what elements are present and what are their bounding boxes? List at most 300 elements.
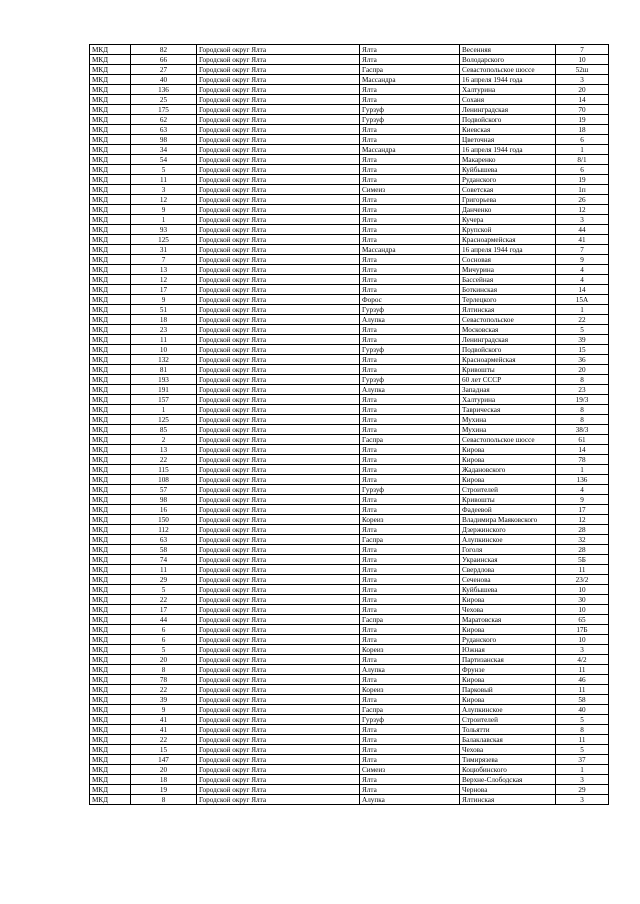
municipality-cell: Городской округ Ялта (197, 275, 360, 285)
house-number-cell: 46 (556, 675, 609, 685)
record-number-cell: 12 (131, 275, 197, 285)
street-cell: Свердлова (460, 565, 556, 575)
street-cell: Маратовская (460, 615, 556, 625)
settlement-cell: Ялта (360, 745, 460, 755)
settlement-cell: Ялта (360, 175, 460, 185)
street-cell: Соханя (460, 95, 556, 105)
record-number-cell: 5 (131, 585, 197, 595)
building-type-cell: МКД (90, 205, 131, 215)
table-row (90, 405, 609, 415)
municipality-cell: Городской округ Ялта (197, 655, 360, 665)
municipality-cell: Городской округ Ялта (197, 775, 360, 785)
house-number-cell: 19 (556, 115, 609, 125)
municipality-cell: Городской округ Ялта (197, 675, 360, 685)
settlement-cell: Ялта (360, 235, 460, 245)
house-number-cell: 44 (556, 225, 609, 235)
house-number-cell: 14 (556, 95, 609, 105)
settlement-cell: Ялта (360, 205, 460, 215)
record-number-cell: 85 (131, 425, 197, 435)
street-cell: Таврическая (460, 405, 556, 415)
municipality-cell: Городской округ Ялта (197, 595, 360, 605)
building-type-cell: МКД (90, 285, 131, 295)
municipality-cell: Городской округ Ялта (197, 115, 360, 125)
building-type-cell: МКД (90, 485, 131, 495)
street-cell: Цветочная (460, 135, 556, 145)
record-number-cell: 9 (131, 205, 197, 215)
street-cell: Григорьева (460, 195, 556, 205)
municipality-cell: Городской округ Ялта (197, 185, 360, 195)
street-cell: Алупкинское (460, 535, 556, 545)
record-number-cell: 34 (131, 145, 197, 155)
table-row (90, 765, 609, 775)
table-row (90, 695, 609, 705)
record-number-cell: 27 (131, 65, 197, 75)
settlement-cell: Гурзуф (360, 115, 460, 125)
house-number-cell: 8 (556, 405, 609, 415)
municipality-cell: Городской округ Ялта (197, 445, 360, 455)
municipality-cell: Городской округ Ялта (197, 245, 360, 255)
table-row (90, 155, 609, 165)
record-number-cell: 115 (131, 465, 197, 475)
table-row (90, 485, 609, 495)
settlement-cell: Ялта (360, 595, 460, 605)
table-row (90, 295, 609, 305)
settlement-cell: Ялта (360, 605, 460, 615)
table-row (90, 135, 609, 145)
municipality-cell: Городской округ Ялта (197, 465, 360, 475)
settlement-cell: Ялта (360, 545, 460, 555)
building-type-cell: МКД (90, 375, 131, 385)
table-row (90, 395, 609, 405)
municipality-cell: Городской округ Ялта (197, 475, 360, 485)
street-cell: Коцюбинского (460, 765, 556, 775)
settlement-cell: Ялта (360, 635, 460, 645)
table-row (90, 595, 609, 605)
house-number-cell: 38/3 (556, 425, 609, 435)
record-number-cell: 7 (131, 255, 197, 265)
building-type-cell: МКД (90, 145, 131, 155)
municipality-cell: Городской округ Ялта (197, 415, 360, 425)
housing-register-table (89, 44, 609, 805)
street-cell: Парковый (460, 685, 556, 695)
building-type-cell: МКД (90, 415, 131, 425)
building-type-cell: МКД (90, 195, 131, 205)
building-type-cell: МКД (90, 475, 131, 485)
street-cell: Подвойского (460, 345, 556, 355)
street-cell: Севастопольское (460, 315, 556, 325)
record-number-cell: 81 (131, 365, 197, 375)
settlement-cell: Гурзуф (360, 305, 460, 315)
house-number-cell: 29 (556, 785, 609, 795)
building-type-cell: МКД (90, 385, 131, 395)
settlement-cell: Ялта (360, 695, 460, 705)
building-type-cell: МКД (90, 625, 131, 635)
settlement-cell: Ялта (360, 525, 460, 535)
street-cell: Ленинградская (460, 105, 556, 115)
street-cell: 16 апреля 1944 года (460, 75, 556, 85)
table-row (90, 525, 609, 535)
settlement-cell: Ялта (360, 125, 460, 135)
settlement-cell: Ялта (360, 265, 460, 275)
building-type-cell: МКД (90, 315, 131, 325)
record-number-cell: 40 (131, 75, 197, 85)
municipality-cell: Городской округ Ялта (197, 745, 360, 755)
table-row (90, 775, 609, 785)
building-type-cell: МКД (90, 175, 131, 185)
record-number-cell: 18 (131, 775, 197, 785)
table-row (90, 475, 609, 485)
municipality-cell: Городской округ Ялта (197, 225, 360, 235)
house-number-cell: 4/2 (556, 655, 609, 665)
building-type-cell: МКД (90, 575, 131, 585)
table-row (90, 345, 609, 355)
table-row (90, 305, 609, 315)
table-row (90, 195, 609, 205)
record-number-cell: 22 (131, 455, 197, 465)
record-number-cell: 6 (131, 625, 197, 635)
building-type-cell: МКД (90, 685, 131, 695)
record-number-cell: 191 (131, 385, 197, 395)
municipality-cell: Городской округ Ялта (197, 255, 360, 265)
municipality-cell: Городской округ Ялта (197, 65, 360, 75)
building-type-cell: МКД (90, 395, 131, 405)
street-cell: Мичурина (460, 265, 556, 275)
house-number-cell: 10 (556, 605, 609, 615)
settlement-cell: Гурзуф (360, 345, 460, 355)
house-number-cell: 5 (556, 715, 609, 725)
record-number-cell: 108 (131, 475, 197, 485)
table-row (90, 315, 609, 325)
record-number-cell: 5 (131, 645, 197, 655)
table-row (90, 585, 609, 595)
record-number-cell: 157 (131, 395, 197, 405)
street-cell: 16 апреля 1944 года (460, 145, 556, 155)
building-type-cell: МКД (90, 515, 131, 525)
street-cell: Володарского (460, 55, 556, 65)
house-number-cell: 30 (556, 595, 609, 605)
table-row (90, 655, 609, 665)
street-cell: Тольятти (460, 725, 556, 735)
building-type-cell: МКД (90, 655, 131, 665)
record-number-cell: 11 (131, 565, 197, 575)
street-cell: Советская (460, 185, 556, 195)
building-type-cell: МКД (90, 675, 131, 685)
municipality-cell: Городской округ Ялта (197, 335, 360, 345)
table-row (90, 545, 609, 555)
house-number-cell: 12 (556, 515, 609, 525)
building-type-cell: МКД (90, 775, 131, 785)
municipality-cell: Городской округ Ялта (197, 645, 360, 655)
street-cell: Руданского (460, 635, 556, 645)
settlement-cell: Ялта (360, 255, 460, 265)
street-cell: Строителей (460, 715, 556, 725)
house-number-cell: 20 (556, 365, 609, 375)
record-number-cell: 1 (131, 215, 197, 225)
house-number-cell: 1 (556, 465, 609, 475)
municipality-cell: Городской округ Ялта (197, 305, 360, 315)
municipality-cell: Городской округ Ялта (197, 525, 360, 535)
record-number-cell: 6 (131, 635, 197, 645)
municipality-cell: Городской округ Ялта (197, 505, 360, 515)
building-type-cell: МКД (90, 155, 131, 165)
record-number-cell: 51 (131, 305, 197, 315)
municipality-cell: Городской округ Ялта (197, 755, 360, 765)
table-row (90, 335, 609, 345)
record-number-cell: 18 (131, 315, 197, 325)
settlement-cell: Ялта (360, 625, 460, 635)
settlement-cell: Ялта (360, 575, 460, 585)
settlement-cell: Алупка (360, 385, 460, 395)
house-number-cell: 37 (556, 755, 609, 765)
settlement-cell: Ялта (360, 335, 460, 345)
municipality-cell: Городской округ Ялта (197, 555, 360, 565)
house-number-cell: 1п (556, 185, 609, 195)
municipality-cell: Городской округ Ялта (197, 665, 360, 675)
municipality-cell: Городской округ Ялта (197, 125, 360, 135)
street-cell: Кирова (460, 595, 556, 605)
house-number-cell: 136 (556, 475, 609, 485)
street-cell: Строителей (460, 485, 556, 495)
house-number-cell: 12 (556, 205, 609, 215)
record-number-cell: 8 (131, 795, 197, 805)
street-cell: Ленинградская (460, 335, 556, 345)
municipality-cell: Городской округ Ялта (197, 385, 360, 395)
record-number-cell: 31 (131, 245, 197, 255)
building-type-cell: МКД (90, 505, 131, 515)
building-type-cell: МКД (90, 765, 131, 775)
settlement-cell: Гаспра (360, 435, 460, 445)
building-type-cell: МКД (90, 255, 131, 265)
record-number-cell: 19 (131, 785, 197, 795)
building-type-cell: МКД (90, 325, 131, 335)
municipality-cell: Городской округ Ялта (197, 325, 360, 335)
municipality-cell: Городской округ Ялта (197, 565, 360, 575)
settlement-cell: Ялта (360, 775, 460, 785)
building-type-cell: МКД (90, 715, 131, 725)
street-cell: Фрунзе (460, 665, 556, 675)
house-number-cell: 8 (556, 725, 609, 735)
table-row (90, 435, 609, 445)
settlement-cell: Ялта (360, 365, 460, 375)
municipality-cell: Городской округ Ялта (197, 495, 360, 505)
street-cell: Терлецкого (460, 295, 556, 305)
settlement-cell: Ялта (360, 155, 460, 165)
settlement-cell: Массандра (360, 145, 460, 155)
street-cell: Верхне-Слободская (460, 775, 556, 785)
record-number-cell: 1 (131, 405, 197, 415)
record-number-cell: 20 (131, 655, 197, 665)
table-row (90, 715, 609, 725)
municipality-cell: Городской округ Ялта (197, 295, 360, 305)
building-type-cell: МКД (90, 555, 131, 565)
record-number-cell: 16 (131, 505, 197, 515)
house-number-cell: 40 (556, 705, 609, 715)
settlement-cell: Ялта (360, 465, 460, 475)
municipality-cell: Городской округ Ялта (197, 535, 360, 545)
settlement-cell: Ялта (360, 285, 460, 295)
record-number-cell: 125 (131, 415, 197, 425)
table-row (90, 575, 609, 585)
building-type-cell: МКД (90, 465, 131, 475)
record-number-cell: 17 (131, 285, 197, 295)
building-type-cell: МКД (90, 225, 131, 235)
table-row (90, 785, 609, 795)
municipality-cell: Городской округ Ялта (197, 265, 360, 275)
record-number-cell: 78 (131, 675, 197, 685)
municipality-cell: Городской округ Ялта (197, 795, 360, 805)
table-row (90, 625, 609, 635)
settlement-cell: Кореиз (360, 515, 460, 525)
settlement-cell: Ялта (360, 215, 460, 225)
record-number-cell: 98 (131, 135, 197, 145)
house-number-cell: 18 (556, 125, 609, 135)
house-number-cell: 6 (556, 165, 609, 175)
settlement-cell: Гурзуф (360, 485, 460, 495)
table-row (90, 515, 609, 525)
house-number-cell: 10 (556, 635, 609, 645)
record-number-cell: 11 (131, 335, 197, 345)
house-number-cell: 17Б (556, 625, 609, 635)
settlement-cell: Ялта (360, 325, 460, 335)
record-number-cell: 41 (131, 725, 197, 735)
table-row (90, 355, 609, 365)
municipality-cell: Городской округ Ялта (197, 345, 360, 355)
settlement-cell: Алупка (360, 315, 460, 325)
record-number-cell: 112 (131, 525, 197, 535)
municipality-cell: Городской округ Ялта (197, 105, 360, 115)
building-type-cell: МКД (90, 595, 131, 605)
street-cell: Киевская (460, 125, 556, 135)
street-cell: Подвойского (460, 115, 556, 125)
building-type-cell: МКД (90, 615, 131, 625)
table-row (90, 565, 609, 575)
street-cell: Балаклавская (460, 735, 556, 745)
table-row (90, 105, 609, 115)
street-cell: Дзержинского (460, 525, 556, 535)
record-number-cell: 57 (131, 485, 197, 495)
street-cell: Кучера (460, 215, 556, 225)
street-cell: Мухина (460, 415, 556, 425)
house-number-cell: 11 (556, 565, 609, 575)
record-number-cell: 66 (131, 55, 197, 65)
settlement-cell: Форос (360, 295, 460, 305)
record-number-cell: 54 (131, 155, 197, 165)
house-number-cell: 9 (556, 495, 609, 505)
street-cell: Партизанская (460, 655, 556, 665)
municipality-cell: Городской округ Ялта (197, 725, 360, 735)
settlement-cell: Ялта (360, 755, 460, 765)
building-type-cell: МКД (90, 705, 131, 715)
street-cell: Ялтинская (460, 795, 556, 805)
record-number-cell: 11 (131, 175, 197, 185)
settlement-cell: Ялта (360, 225, 460, 235)
house-number-cell: 8 (556, 415, 609, 425)
house-number-cell: 3 (556, 645, 609, 655)
municipality-cell: Городской округ Ялта (197, 635, 360, 645)
record-number-cell: 63 (131, 535, 197, 545)
municipality-cell: Городской округ Ялта (197, 625, 360, 635)
street-cell: Весенняя (460, 45, 556, 55)
municipality-cell: Городской округ Ялта (197, 285, 360, 295)
record-number-cell: 9 (131, 295, 197, 305)
building-type-cell: МКД (90, 85, 131, 95)
settlement-cell: Алупка (360, 795, 460, 805)
table-row (90, 535, 609, 545)
table-row (90, 185, 609, 195)
building-type-cell: МКД (90, 525, 131, 535)
building-type-cell: МКД (90, 725, 131, 735)
street-cell: Куйбышева (460, 585, 556, 595)
municipality-cell: Городской округ Ялта (197, 395, 360, 405)
building-type-cell: МКД (90, 295, 131, 305)
settlement-cell: Ялта (360, 585, 460, 595)
house-number-cell: 5 (556, 745, 609, 755)
settlement-cell: Ялта (360, 655, 460, 665)
house-number-cell: 1 (556, 765, 609, 775)
street-cell: Кирова (460, 675, 556, 685)
municipality-cell: Городской округ Ялта (197, 175, 360, 185)
building-type-cell: МКД (90, 95, 131, 105)
street-cell: Кирова (460, 455, 556, 465)
municipality-cell: Городской округ Ялта (197, 85, 360, 95)
street-cell: Кирова (460, 695, 556, 705)
street-cell: Жадановского (460, 465, 556, 475)
building-type-cell: МКД (90, 545, 131, 555)
house-number-cell: 20 (556, 85, 609, 95)
table-row (90, 505, 609, 515)
street-cell: Халтурина (460, 395, 556, 405)
building-type-cell: МКД (90, 265, 131, 275)
building-type-cell: МКД (90, 365, 131, 375)
street-cell: Гоголя (460, 545, 556, 555)
building-type-cell: МКД (90, 235, 131, 245)
street-cell: Красноармейская (460, 235, 556, 245)
street-cell: Тимирязева (460, 755, 556, 765)
table-row (90, 425, 609, 435)
record-number-cell: 22 (131, 685, 197, 695)
house-number-cell: 4 (556, 485, 609, 495)
house-number-cell: 19/3 (556, 395, 609, 405)
table-row (90, 255, 609, 265)
municipality-cell: Городской округ Ялта (197, 155, 360, 165)
table-row (90, 385, 609, 395)
settlement-cell: Алупка (360, 665, 460, 675)
settlement-cell: Ялта (360, 555, 460, 565)
table-row (90, 125, 609, 135)
street-cell: Московская (460, 325, 556, 335)
street-cell: Халтурина (460, 85, 556, 95)
house-number-cell: 28 (556, 545, 609, 555)
table-row (90, 465, 609, 475)
record-number-cell: 132 (131, 355, 197, 365)
street-cell: Боткинская (460, 285, 556, 295)
table-row (90, 45, 609, 55)
municipality-cell: Городской округ Ялта (197, 605, 360, 615)
municipality-cell: Городской округ Ялта (197, 785, 360, 795)
municipality-cell: Городской округ Ялта (197, 195, 360, 205)
settlement-cell: Ялта (360, 45, 460, 55)
municipality-cell: Городской округ Ялта (197, 145, 360, 155)
municipality-cell: Городской округ Ялта (197, 575, 360, 585)
record-number-cell: 193 (131, 375, 197, 385)
house-number-cell: 19 (556, 175, 609, 185)
record-number-cell: 20 (131, 765, 197, 775)
house-number-cell: 61 (556, 435, 609, 445)
municipality-cell: Городской округ Ялта (197, 735, 360, 745)
settlement-cell: Ялта (360, 505, 460, 515)
settlement-cell: Ялта (360, 565, 460, 575)
house-number-cell: 41 (556, 235, 609, 245)
